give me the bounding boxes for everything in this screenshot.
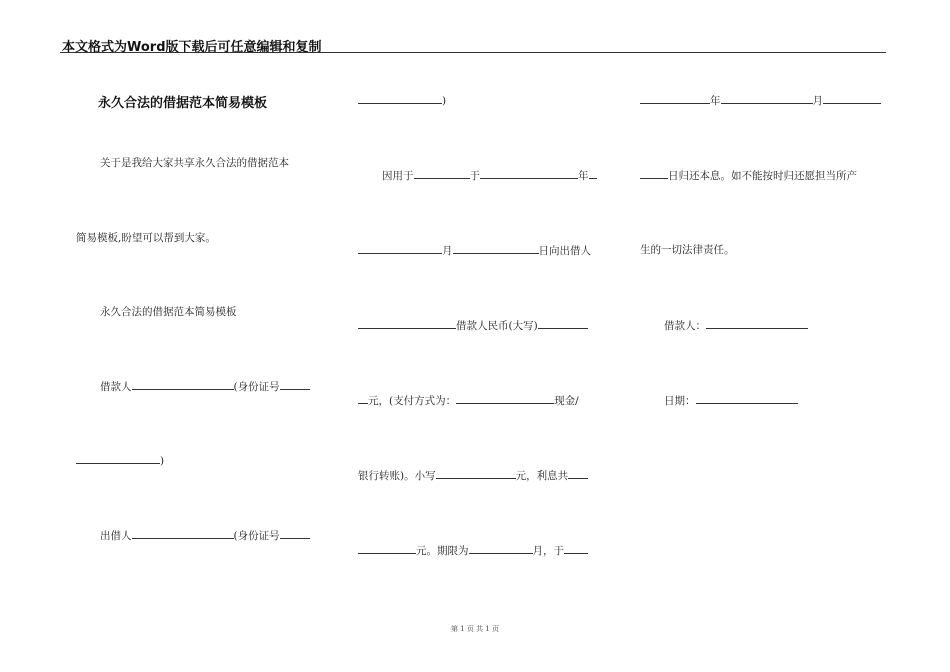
lender-line [100,527,310,543]
sign-date-label: 日期： [664,395,696,407]
month-label: 月 [442,245,453,257]
borrower-id-close: ) [160,455,165,467]
lend-date-line [358,242,591,258]
month-at-label: 月，于 [532,545,564,557]
lender-id-close: ) [442,95,447,107]
payment-line [358,392,579,408]
header-divider [60,52,886,53]
lender-name-blank-2 [358,317,456,329]
period-blank [469,542,533,554]
month-blank-start [589,167,597,179]
amount-line [358,317,588,333]
borrower-id-line [76,452,164,467]
liability-line: 生的一切法律责任。 [640,244,735,256]
purpose-label: 因用于 [382,170,414,182]
intro-line-2: 简易模板,盼望可以帮到大家。 [76,232,216,244]
borrower-name-blank [132,378,234,390]
purpose-at-label: 于 [469,170,480,182]
interest-blank [568,467,588,479]
repay-month-blank [721,92,813,104]
lender-id-line [358,92,446,107]
page-footer: 第 1 页 共 1 页 [450,625,500,633]
amount-lower-blank [436,467,516,479]
lender-id-blank-2 [358,92,442,104]
repay-line [640,167,857,183]
period-label: 元。期限为 [416,545,469,557]
repay-day-blank-2 [640,167,668,179]
subtitle: 永久合法的借据范本简易模板 [100,306,237,318]
borrower-id-label: (身份证号 [233,381,280,393]
repay-day-blank [823,92,881,104]
amount-upper-blank-2 [358,392,368,404]
repay-year-blank [564,542,588,554]
repay-year-blank-2 [640,92,710,104]
day-blank [453,242,539,254]
cash-label: 现金/ [554,395,579,407]
date-year-blank [480,167,578,179]
bank-label: 银行转账)。小写 [358,470,436,482]
purpose-blank [414,167,470,179]
interest-blank-2 [358,542,416,554]
pay-method-blank [456,392,554,404]
repay-date-line [640,92,881,108]
sign-borrower-blank [706,317,808,329]
interest-label: 元，利息共 [515,470,569,482]
purpose-line [382,167,597,183]
borrower-line [100,378,310,394]
amount-upper-blank [538,317,588,329]
borrower-id-blank [280,378,310,390]
lend-day-label: 日向出借人 [538,245,591,257]
bank-line [358,467,588,483]
sign-borrower-line [664,317,808,333]
borrower-label: 借款人 [100,381,132,393]
repay-text: 日归还本息。如不能按时归还愿担当所产 [668,170,857,182]
repay-month-label: 月 [812,95,823,107]
pay-method-label: 元，(支付方式为： [368,395,457,407]
year-label: 年 [578,170,589,182]
period-line [358,542,588,558]
sign-borrower-label: 借款人： [664,320,706,332]
month-blank [358,242,442,254]
borrow-rmb-label: 借款人民币(大写) [456,320,538,332]
intro-line-1: 关于是我给大家共享永久合法的借据范本 [100,157,289,169]
lender-label: 出借人 [100,530,132,542]
sign-date-line [664,392,798,408]
lender-name-blank [132,527,234,539]
lender-id-label: (身份证号 [233,530,280,542]
lender-id-blank [280,527,310,539]
document-header: 本文格式为Word版下载后可任意编辑和复制 [62,40,322,55]
borrower-id-blank-2 [76,452,160,464]
repay-year-label: 年 [710,95,721,107]
sign-date-blank [696,392,798,404]
document-title: 永久合法的借据范本简易模板 [98,96,268,111]
